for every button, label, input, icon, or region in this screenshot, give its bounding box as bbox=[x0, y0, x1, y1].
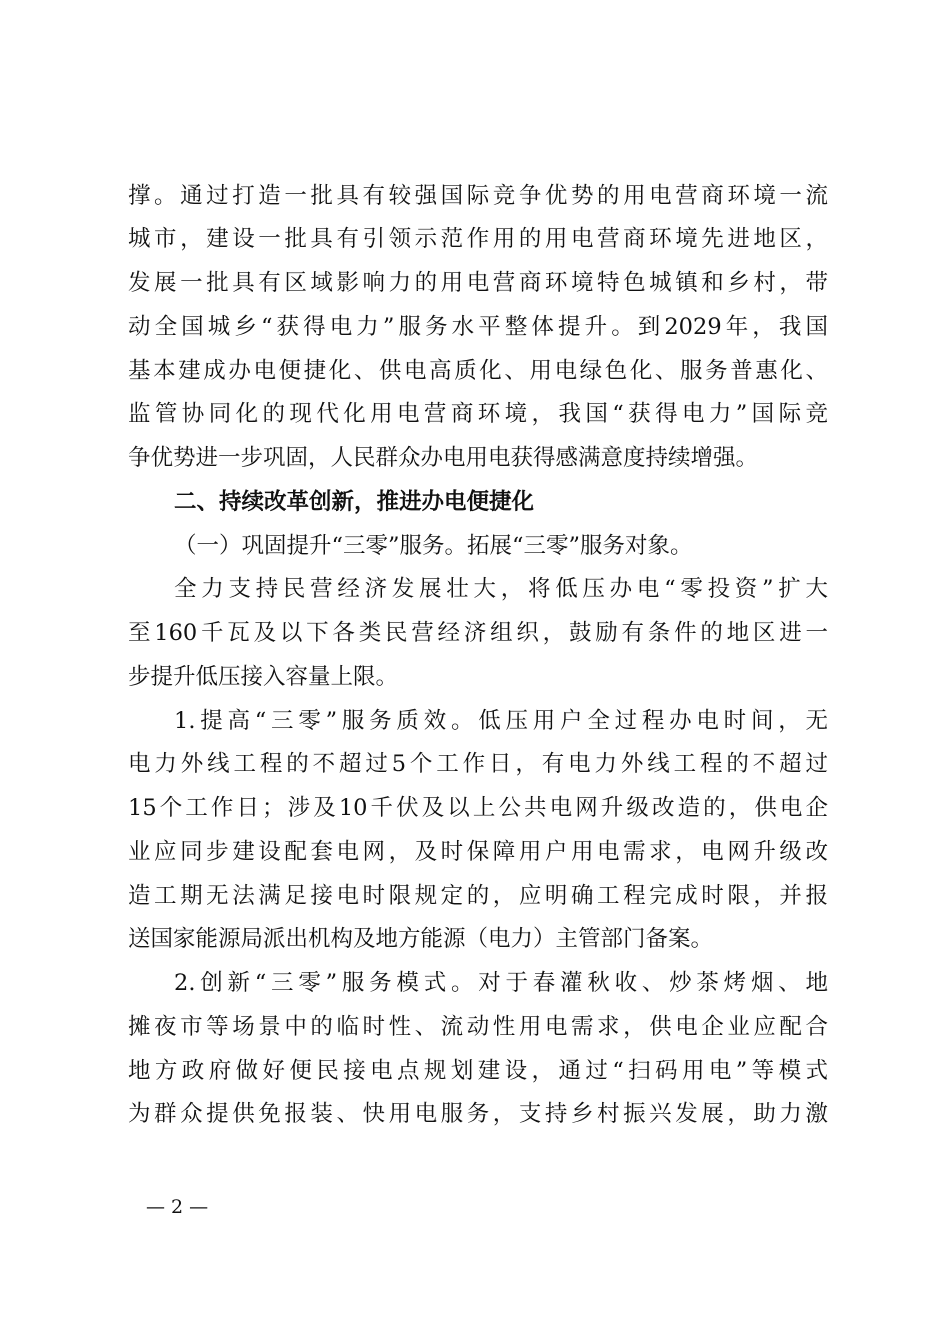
body-text-line: 电力外线工程的不超过5个工作日，有电力外线工程的不超过 bbox=[128, 751, 828, 777]
body-text-line: 2.创新“三零”服务模式。对于春灌秋收、炒茶烤烟、地 bbox=[174, 970, 828, 996]
body-text-line: 15个工作日；涉及10千伏及以上公共电网升级改造的，供电企 bbox=[128, 795, 828, 821]
body-text-line: 步提升低压接入容量上限。 bbox=[128, 664, 399, 690]
body-text-line: 发展一批具有区域影响力的用电营商环境特色城镇和乡村，带 bbox=[128, 270, 828, 296]
body-text-line: 撑。通过打造一批具有较强国际竞争优势的用电营商环境一流 bbox=[128, 183, 828, 209]
section-heading: 二、持续改革创新，推进办电便捷化 bbox=[174, 489, 535, 515]
body-text-line: 业应同步建设配套电网，及时保障用户用电需求，电网升级改 bbox=[128, 839, 828, 865]
body-text-line: 1.提高“三零”服务质效。低压用户全过程办电时间，无 bbox=[174, 708, 828, 734]
body-text-line: 摊夜市等场景中的临时性、流动性用电需求，供电企业应配合 bbox=[128, 1014, 828, 1040]
body-text-line: 城市，建设一批具有引领示范作用的用电营商环境先进地区， bbox=[128, 226, 828, 252]
body-text-line: 动全国城乡“获得电力”服务水平整体提升。到2029年，我国 bbox=[128, 314, 828, 340]
body-text-line: 地方政府做好便民接电点规划建设，通过“扫码用电”等模式 bbox=[128, 1058, 828, 1084]
body-text-line: 争优势进一步巩固，人民群众办电用电获得感满意度持续增强。 bbox=[128, 445, 759, 471]
body-text-line: 至160千瓦及以下各类民营经济组织，鼓励有条件的地区进一 bbox=[128, 620, 828, 646]
body-text-line: 基本建成办电便捷化、供电高质化、用电绿色化、服务普惠化、 bbox=[128, 358, 828, 384]
body-text-line: 送国家能源局派出机构及地方能源（电力）主管部门备案。 bbox=[128, 926, 714, 952]
subsection-heading: （一）巩固提升“三零”服务。拓展“三零”服务对象。 bbox=[174, 533, 693, 559]
page-number: — 2 — bbox=[146, 1196, 209, 1218]
body-text-line: 监管协同化的现代化用电营商环境，我国“获得电力”国际竞 bbox=[128, 401, 828, 427]
body-text-line: 全力支持民营经济发展壮大，将低压办电“零投资”扩大 bbox=[174, 576, 828, 602]
body-text-line: 造工期无法满足接电时限规定的，应明确工程完成时限，并报 bbox=[128, 883, 828, 909]
body-text-line: 为群众提供免报装、快用电服务，支持乡村振兴发展，助力激 bbox=[128, 1101, 828, 1127]
